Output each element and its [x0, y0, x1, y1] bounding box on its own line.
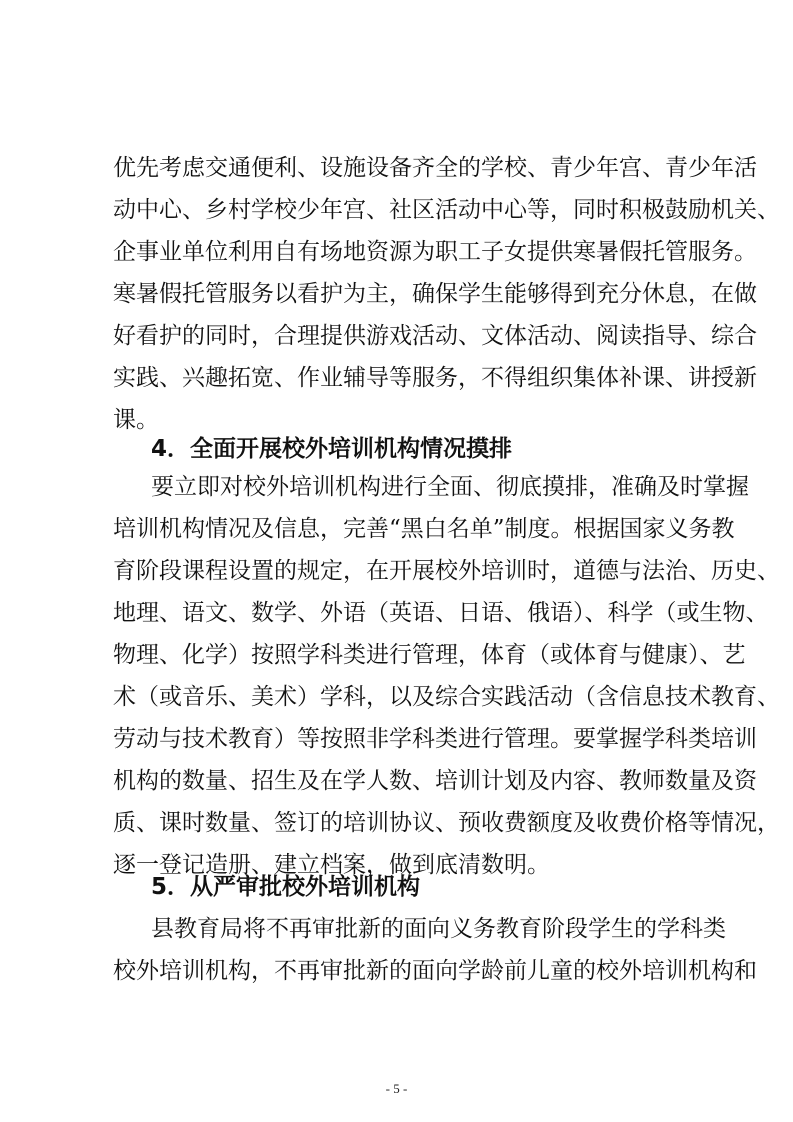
paragraph-line: 育阶段课程设置的规定，在开展校外培训时，道德与法治、历史、: [113, 558, 780, 584]
paragraph-line: 校外培训机构，不再审批新的面向学龄前儿童的校外培训机构和: [113, 958, 757, 984]
paragraph-line: 寒暑假托管服务以看护为主，确保学生能够得到充分休息，在做: [113, 281, 757, 307]
paragraph-line: 培训机构情况及信息，完善“黑白名单”制度。根据国家义务教: [113, 516, 735, 542]
paragraph-line: 要立即对校外培训机构进行全面、彻底摸排，准确及时掌握: [151, 474, 749, 500]
section-heading-5: 5．从严审批校外培训机构: [151, 874, 421, 900]
paragraph-line: 地理、语文、数学、外语（英语、日语、俄语）、科学（或生物、: [113, 600, 769, 626]
paragraph-line: 县教育局将不再审批新的面向义务教育阶段学生的学科类: [151, 916, 726, 942]
paragraph-line: 企事业单位利用自有场地资源为职工子女提供寒暑假托管服务。: [113, 239, 757, 265]
paragraph-line: 质、课时数量、签订的培训协议、预收费额度及收费价格等情况，: [113, 810, 780, 836]
section-heading-4: 4．全面开展校外培训机构情况摸排: [151, 436, 513, 462]
paragraph-line: 劳动与技术教育）等按照非学科类进行管理。要掌握学科类培训: [113, 726, 757, 752]
paragraph-line: 动中心、乡村学校少年宫、社区活动中心等，同时积极鼓励机关、: [113, 197, 780, 223]
paragraph-line: 好看护的同时，合理提供游戏活动、文体活动、阅读指导、综合: [113, 323, 757, 349]
page-number: - 5 -: [385, 1081, 408, 1096]
paragraph-line: 课。: [113, 407, 159, 433]
paragraph-line: 优先考虑交通便利、设施设备齐全的学校、青少年宫、青少年活: [113, 155, 757, 181]
paragraph-line: 实践、兴趣拓宽、作业辅导等服务，不得组织集体补课、讲授新: [113, 365, 757, 391]
paragraph-line: 机构的数量、招生及在学人数、培训计划及内容、教师数量及资: [113, 768, 757, 794]
paragraph-line: 物理、化学）按照学科类进行管理，体育（或体育与健康）、艺: [113, 642, 746, 668]
paragraph-line: 逐一登记造册、建立档案，做到底清数明。: [113, 852, 550, 878]
paragraph-line: 术（或音乐、美术）学科，以及综合实践活动（含信息技术教育、: [113, 684, 780, 710]
